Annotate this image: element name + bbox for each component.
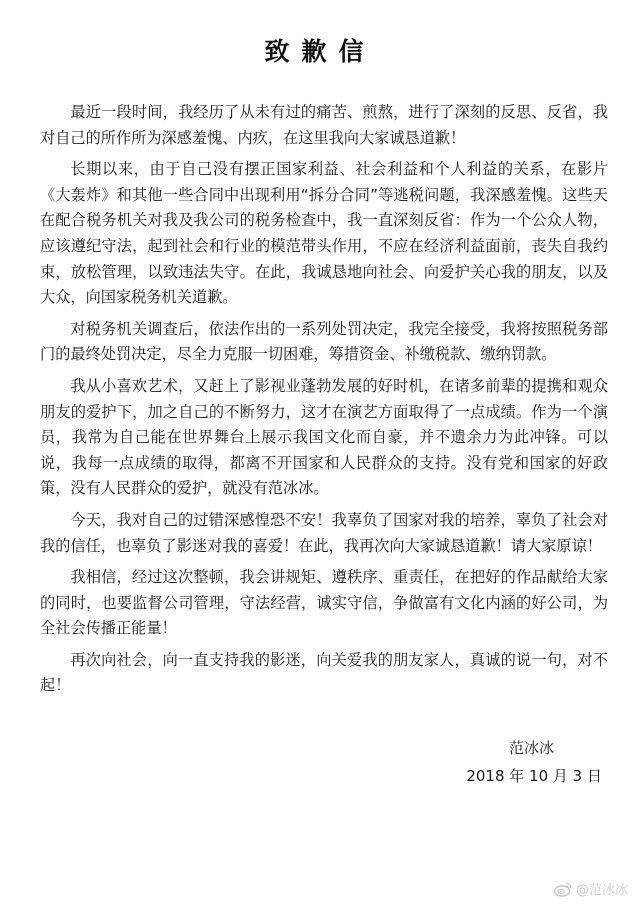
weibo-icon bbox=[554, 881, 572, 897]
letter-title: 致歉信 bbox=[264, 37, 376, 66]
paragraph-4: 我从小喜欢艺术，又赶上了影视业蓬勃发展的好时机，在诸多前辈的提携和观众朋友的爱护下，加之自己的不断努力，这才在演艺方面取得了一点成绩。作为一个演员，我常为自己能在世界舞台上展示我国文化而自豪，并不遗余力为此冲锋。可以说，我每一点成绩的取得，都离不开国家和人民群众的支持。没有党和国家的好政策，没有人民群众的爱护，就没有范冰冰。 bbox=[40, 376, 608, 498]
watermark-text: @范冰冰 bbox=[575, 883, 628, 898]
paragraph-1: 最近一段时间，我经历了从未有过的痛苦、煎熬，进行了深刻的反思、反省，我对自己的所作所为深感羞愧、内疚，在这里我向大家诚恳道歉！ bbox=[40, 103, 608, 147]
signature: 范冰冰 bbox=[508, 739, 554, 757]
letter-body bbox=[40, 100, 608, 705]
paragraph-7: 再次向社会，向一直支持我的影迷，向关爱我的朋友家人，真诚的说一句，对不起！ bbox=[40, 650, 608, 695]
paragraph-5: 今天，我对自己的过错深感惶恐不安！我辜负了国家对我的培养，辜负了社会对我的信任，也辜负了影迷对我的喜爱！在此，我再次向大家诚恳道歉！请大家原谅！ bbox=[40, 510, 608, 555]
weibo-watermark bbox=[554, 879, 628, 898]
letter-date: 2018 年 10 月 3 日 bbox=[466, 767, 602, 785]
paragraph-2: 长期以来，由于自己没有摆正国家利益、社会利益和个人利益的关系，在影片《大轰炸》和其他一些合同中出现利用“拆分合同”等逃税问题，我深感羞愧。这些天在配合税务机关对我及我公司的税务检查中，我一直深刻反省：作为一个公众人物，应该遵纪守法，起到社会和行业的模范带头作用，不应在经济利益面前，丧失自我约束，放松管理，以致违法失守。在此，我诚恳地向社会、向爱护关心我的朋友，以及大众，向国家税务机关道歉。 bbox=[40, 160, 608, 307]
paragraph-3: 对税务机关调查后，依法作出的一系列处罚决定，我完全接受，我将按照税务部门的最终处罚决定，尽全力克服一切困难，筹措资金、补缴税款、缴纳罚款。 bbox=[40, 319, 608, 364]
paragraph-6: 我相信，经过这次整顿，我会讲规矩、遵秩序、重责任，在把好的作品献给大家的同时，也要监督公司管理，守法经营，诚实守信，争做富有文化内涵的好公司，为全社会传播正能量！ bbox=[40, 568, 608, 638]
